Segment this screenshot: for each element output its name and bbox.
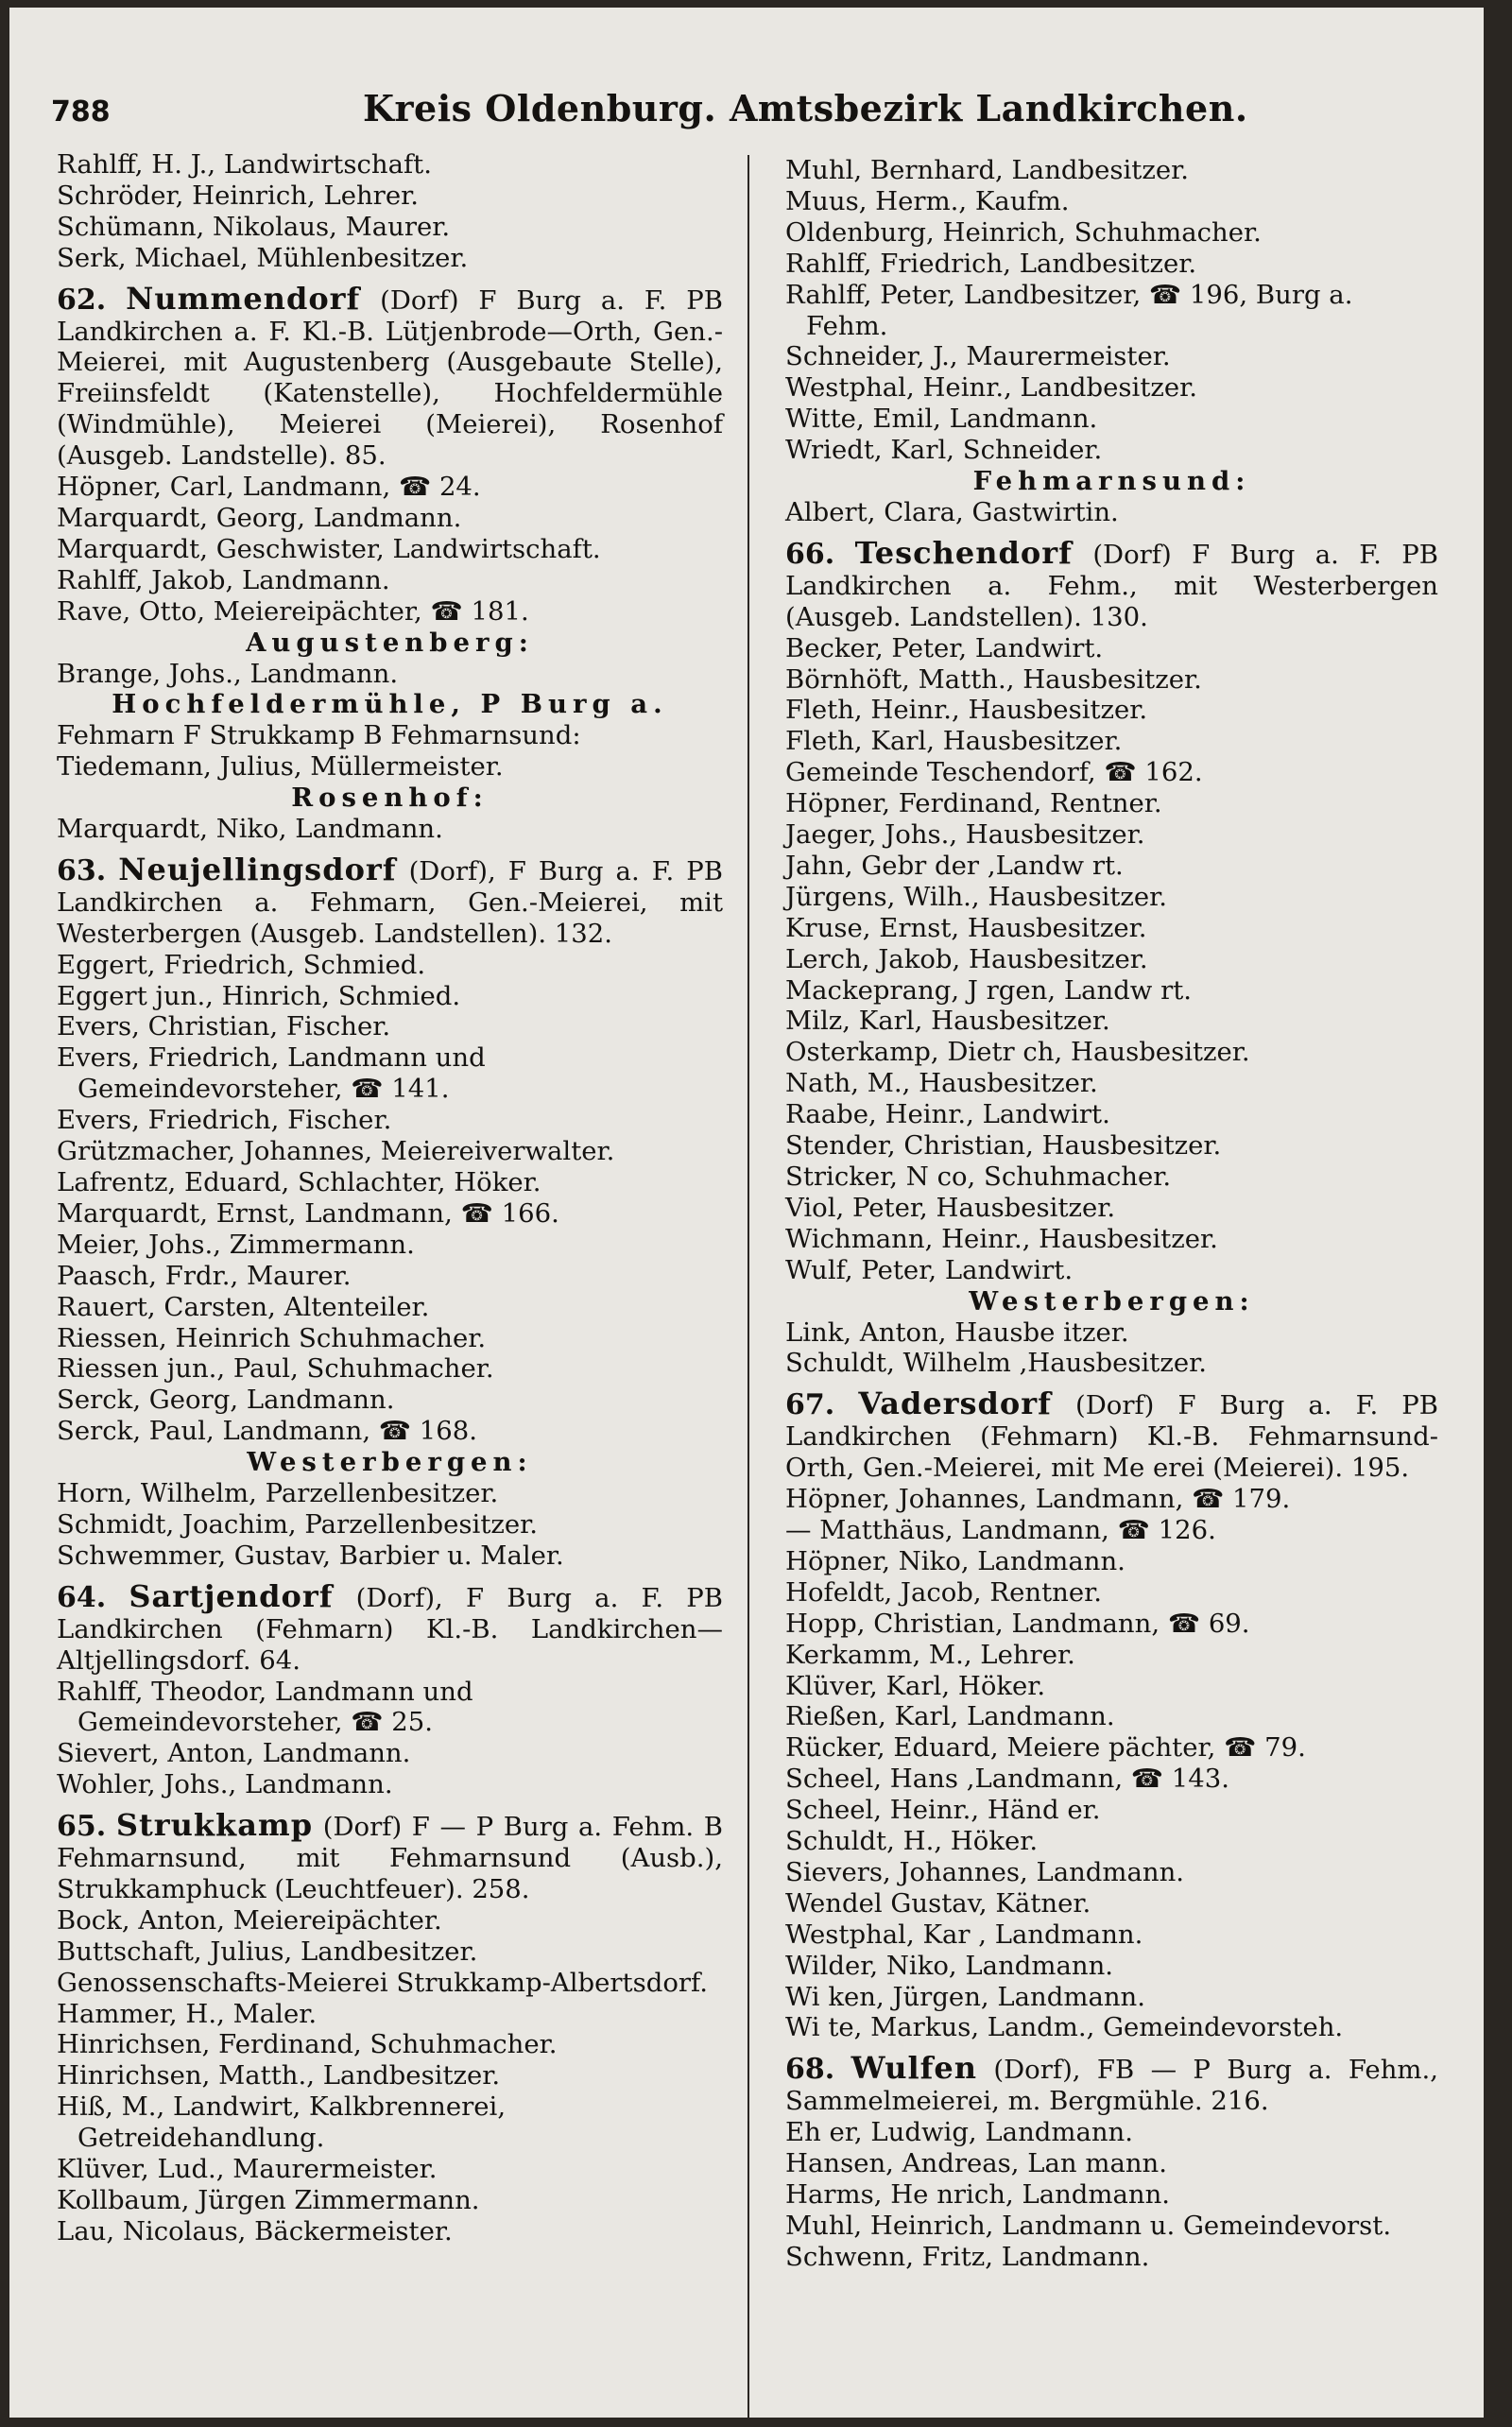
directory-entry: Rahlff, Jakob, Landmann. bbox=[57, 564, 390, 595]
directory-entry: Hopp, Christian, Landmann, ☎ 69. bbox=[785, 1608, 1250, 1639]
place-name: Nummendorf bbox=[126, 280, 361, 317]
directory-entry: Wilder, Niko, Landmann. bbox=[785, 1950, 1114, 1981]
directory-entry: Harms, He nrich, Landmann. bbox=[785, 2179, 1171, 2210]
place-name: Teschendorf bbox=[854, 534, 1073, 571]
directory-entry: Brange, Johs., Landmann. bbox=[57, 658, 399, 689]
directory-entry: Viol, Peter, Hausbesitzer. bbox=[785, 1192, 1116, 1223]
directory-page bbox=[9, 8, 1484, 2418]
directory-entry: Wi ken, Jürgen, Landmann. bbox=[785, 1981, 1146, 2012]
place-heading bbox=[57, 851, 724, 950]
directory-entry: Wohler, Johs., Landmann. bbox=[57, 1769, 393, 1800]
directory-entry: Osterkamp, Dietr ch, Hausbesitzer. bbox=[785, 1037, 1250, 1068]
place-heading bbox=[57, 1577, 723, 1677]
place-description: (Dorf) F Burg a. F. PB Landkirchen a. Fehm., mit Westerbergen (Ausgeb. Landstellen). 130. bbox=[785, 539, 1438, 632]
directory-entry: Wendel Gustav, Kätner. bbox=[785, 1887, 1091, 1919]
directory-entry: Lerch, Jakob, Hausbesitzer. bbox=[785, 943, 1148, 974]
directory-entry: Marquardt, Geschwister, Landwirtschaft. bbox=[57, 533, 601, 564]
directory-entry: Meier, Johs., Zimmermann. bbox=[57, 1229, 415, 1260]
directory-entry: Tiedemann, Julius, Müllermeister. bbox=[57, 751, 504, 783]
directory-entry: Serk, Michael, Mühlenbesitzer. bbox=[57, 242, 469, 273]
directory-entry: Scheel, Heinr., Händ er. bbox=[785, 1795, 1101, 1826]
directory-entry: Bock, Anton, Meiereipächter. bbox=[57, 1904, 442, 1936]
directory-entry: Höpner, Carl, Landmann, ☎ 24. bbox=[57, 472, 481, 503]
directory-entry: Höpner, Ferdinand, Rentner. bbox=[785, 788, 1162, 819]
place-name: Neujellingsdorf bbox=[118, 851, 397, 887]
place-description: (Dorf) F Burg a. F. PB Landkirchen a. F. Kl.-B. Lütjenbrode—Orth, Gen.-Meierei, mit Augustenberg (Ausgebaute Stelle), Freiinsfeldt (Katenstelle), Hochfeldermühle (Windmühle), Meierei (Meierei), Rosenhof (Ausgeb. Landstelle). 85. bbox=[57, 284, 724, 472]
page-number: 788 bbox=[51, 95, 111, 129]
directory-entry: Genossenschafts-Meierei Strukkamp-Albertsdorf. bbox=[57, 1967, 708, 1998]
directory-entry: Kerkamm, M., Lehrer. bbox=[785, 1639, 1075, 1670]
directory-entry: Hansen, Andreas, Lan mann. bbox=[785, 2148, 1168, 2179]
sub-locality-heading: Westerbergen: bbox=[969, 1285, 1255, 1317]
directory-entry: Lafrentz, Eduard, Schlachter, Höker. bbox=[57, 1167, 541, 1197]
place-number: 68. bbox=[785, 2053, 835, 2087]
directory-entry: Riessen jun., Paul, Schuhmacher. bbox=[57, 1353, 494, 1385]
directory-entry: Link, Anton, Hausbe itzer. bbox=[785, 1317, 1129, 1348]
directory-entry: Sievers, Johannes, Landmann. bbox=[785, 1856, 1185, 1887]
sub-locality-heading: Augustenberg: bbox=[246, 627, 534, 658]
directory-entry: Albert, Clara, Gastwirtin. bbox=[785, 496, 1119, 527]
place-description: (Dorf), FB — P Burg a. Fehm., Sammelmeierei, m. Bergmühle. 216. bbox=[785, 2055, 1438, 2117]
two-column-body bbox=[57, 149, 1438, 2418]
place-heading bbox=[57, 1807, 723, 1905]
place-number: 62. bbox=[57, 283, 107, 317]
directory-entry: Rahlff, Theodor, Landmann und Gemeindevorsteher, ☎ 25. bbox=[57, 1676, 473, 1738]
directory-entry: Schröder, Heinrich, Lehrer. bbox=[57, 180, 419, 211]
directory-entry: Hinrichsen, Ferdinand, Schuhmacher. bbox=[57, 2029, 558, 2060]
directory-entry: Scheel, Hans ,Landmann, ☎ 143. bbox=[785, 1764, 1230, 1795]
directory-entry: Klüver, Lud., Maurermeister. bbox=[57, 2154, 438, 2185]
directory-entry: Raabe, Heinr., Landwirt. bbox=[785, 1099, 1110, 1130]
directory-entry: Rahlff, Peter, Landbesitzer, ☎ 196, Burg a. Fehm. bbox=[785, 279, 1353, 341]
directory-entry: Milz, Karl, Hausbesitzer. bbox=[785, 1006, 1110, 1037]
directory-entry: Eggert, Friedrich, Schmied. bbox=[57, 949, 426, 980]
directory-entry: Schmidt, Joachim, Parzellenbesitzer. bbox=[57, 1508, 539, 1540]
directory-entry: Muhl, Heinrich, Landmann u. Gemeindevorst. bbox=[785, 2210, 1392, 2241]
directory-entry: Lau, Nicolaus, Bäckermeister. bbox=[57, 2215, 453, 2246]
directory-entry: Wi te, Markus, Landm., Gemeindevorsteh. bbox=[785, 2012, 1344, 2043]
place-number: 63. bbox=[57, 853, 107, 887]
directory-entry: Wulf, Peter, Landwirt. bbox=[785, 1254, 1074, 1285]
directory-entry: Schwenn, Fritz, Landmann. bbox=[785, 2241, 1150, 2272]
directory-entry: Klüver, Karl, Höker. bbox=[785, 1670, 1046, 1701]
directory-entry: Schuldt, Wilhelm ,Hausbesitzer. bbox=[785, 1348, 1207, 1379]
directory-entry: Rießen, Karl, Landmann. bbox=[785, 1701, 1115, 1732]
directory-entry: Grützmacher, Johannes, Meiereiverwalter. bbox=[57, 1136, 615, 1167]
place-description: (Dorf), F Burg a. F. PB Landkirchen a. Fehmarn, Gen.-Meierei, mit Westerbergen (Ausgeb. Landstellen). 132. bbox=[57, 855, 724, 949]
sub-locality-heading: Hochfeldermühle, P Burg a. bbox=[112, 689, 668, 720]
directory-entry: Schneider, J., Maurermeister. bbox=[785, 341, 1171, 372]
place-name: Wulfen bbox=[850, 2050, 978, 2087]
sub-locality-heading: Rosenhof: bbox=[291, 783, 489, 814]
place-heading bbox=[785, 1388, 1438, 1484]
place-description: (Dorf) F Burg a. F. PB Landkirchen (Fehmarn) Kl.-B. Fehmarnsund-Orth, Gen.-Meierei, mit Me erei (Meierei). 195. bbox=[785, 1390, 1439, 1484]
directory-entry: Börnhöft, Matth., Hausbesitzer. bbox=[785, 663, 1202, 695]
directory-entry: Westphal, Kar , Landmann. bbox=[785, 1919, 1143, 1950]
place-number: 66. bbox=[785, 537, 835, 571]
left-column bbox=[57, 149, 747, 2418]
directory-entry: Becker, Peter, Landwirt. bbox=[785, 632, 1104, 663]
directory-entry: Höpner, Johannes, Landmann, ☎ 179. bbox=[785, 1484, 1291, 1515]
directory-entry: Sievert, Anton, Landmann. bbox=[57, 1738, 411, 1769]
directory-entry: Jürgens, Wilh., Hausbesitzer. bbox=[785, 881, 1168, 912]
directory-entry: Rahlff, Friedrich, Landbesitzer. bbox=[785, 248, 1197, 279]
directory-entry: Evers, Christian, Fischer. bbox=[57, 1011, 391, 1042]
directory-entry: Rauert, Carsten, Altenteiler. bbox=[57, 1291, 430, 1322]
directory-entry: Fleth, Heinr., Hausbesitzer. bbox=[785, 695, 1148, 726]
directory-entry: Marquardt, Ernst, Landmann, ☎ 166. bbox=[57, 1197, 559, 1229]
directory-entry: Rahlff, H. J., Landwirtschaft. bbox=[57, 149, 432, 180]
directory-entry: Kruse, Ernst, Hausbesitzer. bbox=[785, 912, 1147, 943]
directory-entry: Jaeger, Johs., Hausbesitzer. bbox=[785, 819, 1145, 851]
directory-entry: Hiß, M., Landwirt, Kalkbrennerei, Getreidehandlung. bbox=[57, 2091, 507, 2154]
directory-entry: Buttschaft, Julius, Landbesitzer. bbox=[57, 1936, 478, 1967]
directory-entry: Serck, Paul, Landmann, ☎ 168. bbox=[57, 1416, 478, 1447]
place-name: Sartjendorf bbox=[129, 1577, 334, 1614]
directory-entry: Schümann, Nikolaus, Maurer. bbox=[57, 211, 451, 242]
directory-entry: — Matthäus, Landmann, ☎ 126. bbox=[785, 1514, 1216, 1545]
directory-entry: Rave, Otto, Meiereipächter, ☎ 181. bbox=[57, 595, 529, 627]
directory-entry: Marquardt, Georg, Landmann. bbox=[57, 502, 462, 533]
directory-entry: Fehmarn F Strukkamp B Fehmarnsund: bbox=[57, 720, 581, 751]
running-head: Kreis Oldenburg. Amtsbezirk Landkirchen. bbox=[363, 87, 1248, 129]
directory-entry: Hinrichsen, Matth., Landbesitzer. bbox=[57, 2060, 501, 2091]
place-number: 67. bbox=[785, 1388, 835, 1422]
directory-entry: Paasch, Frdr., Maurer. bbox=[57, 1260, 352, 1291]
directory-entry: Serck, Georg, Landmann. bbox=[57, 1385, 395, 1416]
sub-locality-heading: Westerbergen: bbox=[247, 1447, 533, 1478]
directory-entry: Kollbaum, Jürgen Zimmermann. bbox=[57, 2185, 480, 2215]
directory-entry: Wichmann, Heinr., Hausbesitzer. bbox=[785, 1223, 1218, 1254]
directory-entry: Eh er, Ludwig, Landmann. bbox=[785, 2117, 1134, 2148]
directory-entry: Evers, Friedrich, Fischer. bbox=[57, 1105, 392, 1136]
directory-entry: Rücker, Eduard, Meiere pächter, ☎ 79. bbox=[785, 1732, 1306, 1764]
place-number: 65. bbox=[57, 1810, 107, 1844]
directory-entry: Marquardt, Niko, Landmann. bbox=[57, 814, 443, 845]
place-name: Vadersdorf bbox=[858, 1386, 1052, 1422]
directory-entry: Hofeldt, Jacob, Rentner. bbox=[785, 1576, 1102, 1608]
place-heading bbox=[57, 280, 724, 472]
directory-entry: Horn, Wilhelm, Parzellenbesitzer. bbox=[57, 1478, 499, 1509]
directory-entry: Westphal, Heinr., Landbesitzer. bbox=[785, 372, 1197, 404]
page-header bbox=[51, 87, 1438, 140]
directory-entry: Fleth, Karl, Hausbesitzer. bbox=[785, 726, 1123, 757]
place-description: (Dorf), F Burg a. F. PB Landkirchen (Fehmarn) Kl.-B. Landkirchen—Altjellingsdorf. 64. bbox=[57, 1582, 723, 1676]
place-heading bbox=[785, 2050, 1438, 2117]
directory-entry: Stricker, N co, Schuhmacher. bbox=[785, 1162, 1172, 1192]
directory-entry: Muus, Herm., Kaufm. bbox=[785, 185, 1070, 216]
directory-entry: Gemeinde Teschendorf, ☎ 162. bbox=[785, 757, 1203, 788]
sub-locality-heading: Fehmarnsund: bbox=[972, 466, 1251, 497]
directory-entry: Witte, Emil, Landmann. bbox=[785, 404, 1098, 435]
directory-entry: Jahn, Gebr der ,Landw rt. bbox=[785, 850, 1124, 881]
directory-entry: Höpner, Niko, Landmann. bbox=[785, 1545, 1125, 1576]
directory-entry: Eggert jun., Hinrich, Schmied. bbox=[57, 980, 461, 1011]
directory-entry: Wriedt, Karl, Schneider. bbox=[785, 435, 1103, 466]
directory-entry: Hammer, H., Maler. bbox=[57, 1998, 318, 2029]
place-number: 64. bbox=[57, 1580, 107, 1614]
directory-entry: Evers, Friedrich, Landmann und Gemeindevorsteher, ☎ 141. bbox=[57, 1042, 486, 1105]
directory-entry: Stender, Christian, Hausbesitzer. bbox=[785, 1130, 1222, 1162]
directory-entry: Schuldt, H., Höker. bbox=[785, 1826, 1039, 1857]
directory-entry: Muhl, Bernhard, Landbesitzer. bbox=[785, 155, 1189, 185]
place-description: (Dorf) F — P Burg a. Fehm. B Fehmarnsund, mit Fehmarnsund (Ausb.), Strukkamphuck (Leuchtfeuer). 258. bbox=[57, 1812, 723, 1904]
directory-entry: Schwemmer, Gustav, Barbier u. Maler. bbox=[57, 1540, 564, 1571]
place-heading bbox=[785, 534, 1438, 633]
place-name: Strukkamp bbox=[115, 1807, 314, 1844]
directory-entry: Nath, M., Hausbesitzer. bbox=[785, 1068, 1098, 1099]
directory-entry: Riessen, Heinrich Schuhmacher. bbox=[57, 1322, 487, 1353]
right-column bbox=[747, 155, 1438, 2418]
directory-entry: Mackeprang, J rgen, Landw rt. bbox=[785, 974, 1193, 1006]
directory-entry: Oldenburg, Heinrich, Schuhmacher. bbox=[785, 216, 1262, 248]
